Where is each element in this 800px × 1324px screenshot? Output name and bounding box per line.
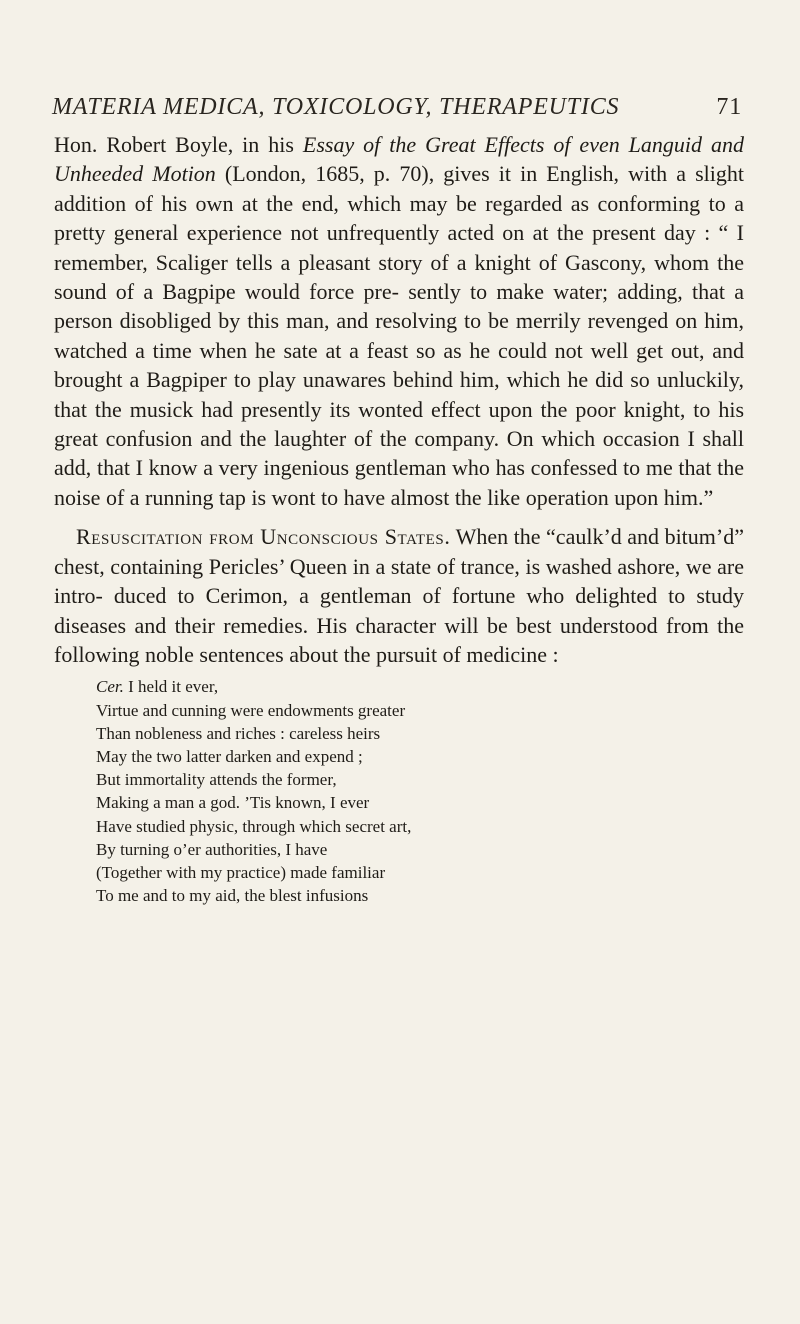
essay-title: Essay of the Great Effects of even Languid and Unheeded Motion xyxy=(54,132,744,187)
paragraph-resuscitation xyxy=(54,522,744,669)
resuscitation-text: When the “caulk’d and bitum’d” chest, containing Pericles’ Queen in a state of trance, is washed ashore, we are intro- duced to Cerimon, a gentleman of fortune who delighted to study diseases and their remedies. His character will be best understood from the following noble sentences about the pursuit of medicine : xyxy=(54,524,744,667)
verse-line: Have studied physic, through which secret art, xyxy=(96,816,412,836)
verse-line: But immortality attends the former, xyxy=(96,770,337,790)
body-text xyxy=(54,130,744,907)
running-head xyxy=(52,92,742,122)
verse-line: (Together with my practice) made familiar xyxy=(96,862,386,882)
speaker-label: Cer. xyxy=(96,677,124,697)
verse-line: By turning o’er authorities, I have xyxy=(96,839,328,859)
verse-line: Making a man a god. ’Tis known, I ever xyxy=(96,793,370,813)
verse-line xyxy=(96,675,744,698)
verse-line: To me and to my aid, the blest infusions xyxy=(96,886,369,906)
boyle-text-start: Hon. Robert Boyle, in his xyxy=(54,132,303,157)
section-heading: Resuscitation from Unconscious States. xyxy=(76,524,451,550)
verse-line: May the two latter darken and expend ; xyxy=(96,746,363,766)
page-number: 71 xyxy=(716,94,742,120)
running-title: MATERIA MEDICA, TOXICOLOGY, THERAPEUTICS xyxy=(52,94,620,120)
verse-first-line: I held it ever, xyxy=(123,677,219,697)
boyle-text-rest: (London, 1685, p. 70), gives it in English, with a slight addition of his own at the end, which may be regarded as conforming to a pretty general experience not unfrequently acted on at the present day : “ I remember, Scaliger tells a pleasant story of a knight of Gascony, whom the sound of a Bagpipe would force pre- sently to make water; adding, that a person disobliged by this man, and resolving to be merrily revenged on him, watched a time when he sate at a feast so as he could not well get out, and brought a Bagpiper to play unawares behind him, which he did so unluckily, that the musick had presently its wonted effect upon the poor knight, to his great confusion and the laughter of the company. On which occasion I shall add, that I know a very ingenious gentleman who has confessed to me that the noise of a running tap is wont to have almost the like operation upon him.” xyxy=(54,161,744,510)
verse-quotation xyxy=(54,675,744,907)
paragraph-boyle xyxy=(54,130,744,512)
verse-line: Than nobleness and riches : careless heirs xyxy=(96,723,381,743)
verse-line: Virtue and cunning were endowments greater xyxy=(96,700,406,720)
